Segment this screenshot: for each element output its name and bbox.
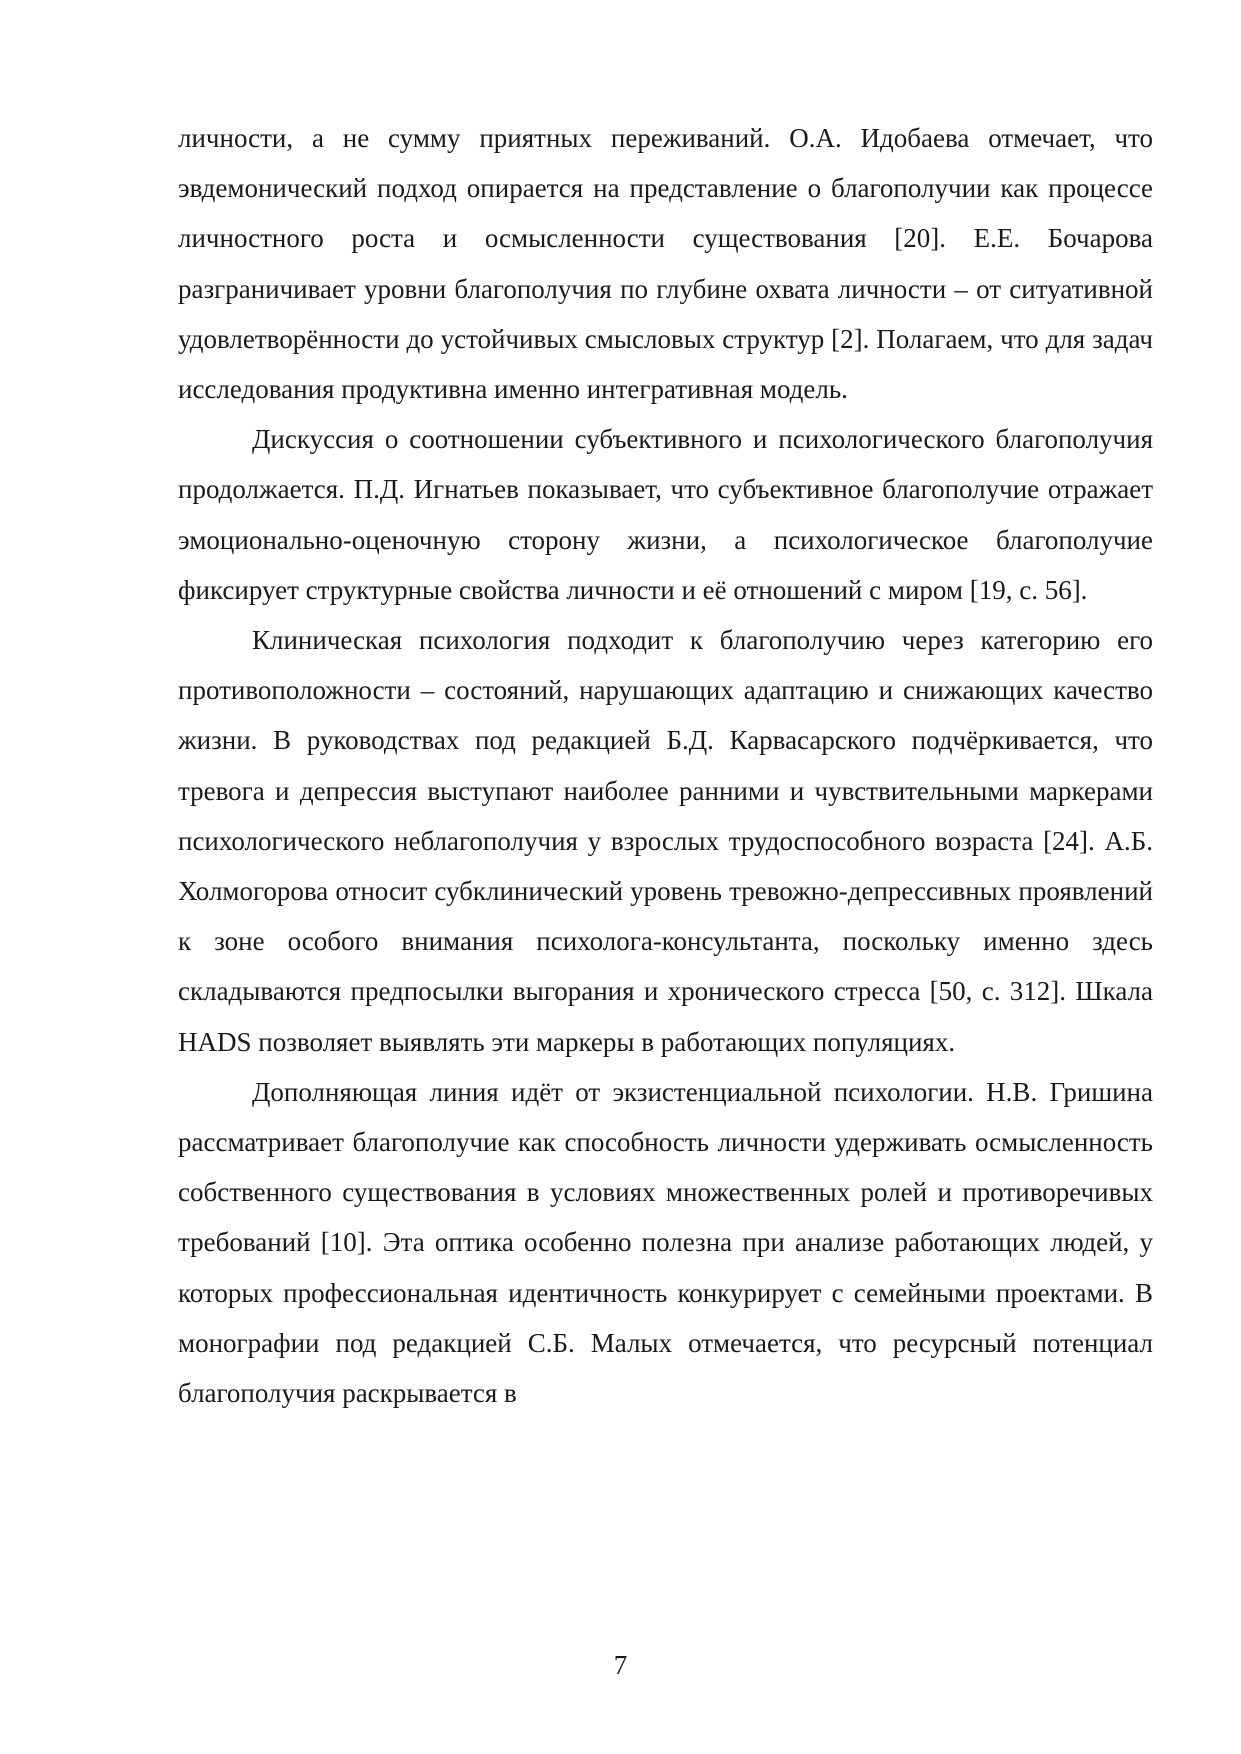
paragraph-1: личности, а не сумму приятных переживаний. О.А. Идобаева отмечает, что эвдемонический подход опирается на представление о благополучии как процессе личностного роста и осмысленности существования [20]. Е.Е. Бочарова разграничивает уровни благополучия по глубине охвата личности – от ситуативной удовлетворённости до устойчивых смысловых структур [2]. Полагаем, что для задач исследования продуктивна именно интегративная модель. [178, 123, 1153, 405]
paragraph-3: Клиническая психология подходит к благополучию через категорию его противоположности – состояний, нарушающих адаптацию и снижающих качество жизни. В руководствах под редакцией Б.Д. Карвасарского подчёркивается, что тревога и депрессия выступают наиболее ранними и чувствительными маркерами психологического неблагополучия у взрослых трудоспособного возраста [24]. А.Б. Холмогорова относит субклинический уровень тревожно-депрессивных проявлений к зоне особого внимания психолога-консультанта, поскольку именно здесь складываются предпосылки выгорания и хронического стресса [50, с. 312]. Шкала HADS позволяет выявлять эти маркеры в работающих популяциях. [178, 625, 1153, 1057]
paragraph-4: Дополняющая линия идёт от экзистенциальной психологии. Н.В. Гришина рассматривает благополучие как способность личности удерживать осмысленность собственного существования в условиях множественных ролей и противоречивых требований [10]. Эта оптика особенно полезна при анализе работающих людей, у которых профессиональная идентичность конкурирует с семейными проектами. В монографии под редакцией С.Б. Малых отмечается, что ресурсный потенциал благополучия раскрывается в [178, 1076, 1153, 1409]
paragraph-2: Дискуссия о соотношении субъективного и психологического благополучия продолжается. П.Д. Игнатьев показывает, что субъективное благополучие отражает эмоционально-оценочную сторону жизни, а психологическое благополучие фиксирует структурные свойства личности и её отношений с миром [19, с. 56]. [178, 424, 1153, 605]
page-number: 7 [613, 1650, 628, 1680]
body-text [178, 113, 1153, 1418]
